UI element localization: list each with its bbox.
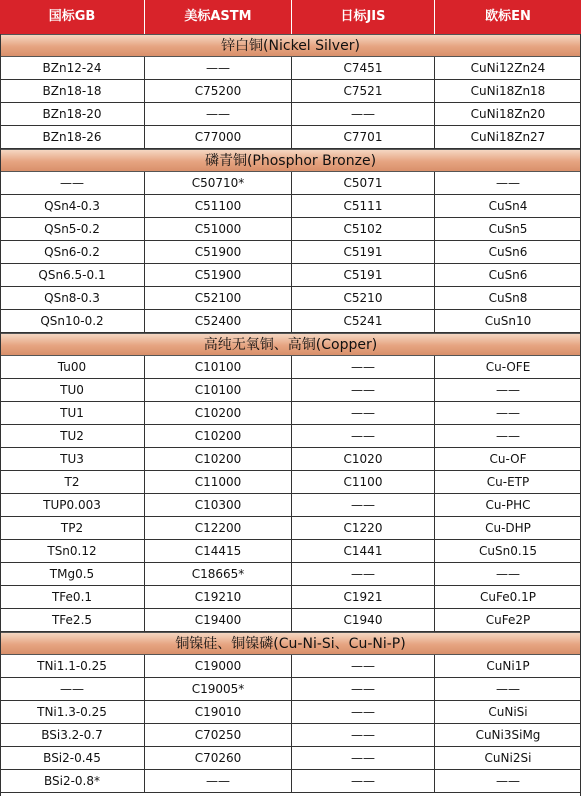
cell-jis: —— — [292, 379, 435, 401]
table-row — [0, 678, 581, 701]
cell-en: CuNi18Zn27 — [470, 130, 546, 144]
cell-astm: C51000 — [145, 218, 292, 240]
cell-jis: —— — [292, 747, 435, 769]
cell-jis: —— — [292, 494, 435, 516]
cell-gb: BSi2-0.45 — [0, 747, 145, 769]
table-row — [0, 494, 581, 517]
cell-gb: TU2 — [0, 425, 145, 447]
cell-gb: BSi2-0.8* — [0, 770, 145, 792]
table-row — [0, 540, 581, 563]
cell-jis: C5191 — [292, 241, 435, 263]
cell-gb: BZn12-24 — [0, 57, 145, 79]
section-title: 磷青铜(Phosphor Bronze) — [0, 149, 581, 172]
table-row — [0, 586, 581, 609]
table-row — [0, 195, 581, 218]
cell-en: CuNi3SiMg — [475, 728, 541, 742]
cell-gb: QSn5-0.2 — [0, 218, 145, 240]
cell-astm: C19000 — [145, 655, 292, 677]
cell-astm: C19210 — [145, 586, 292, 608]
table-row — [0, 655, 581, 678]
table-row — [0, 471, 581, 494]
cell-astm: C19005* — [145, 678, 292, 700]
cell-gb: QSn10-0.2 — [0, 310, 145, 332]
cell-gb: QSn4-0.3 — [0, 195, 145, 217]
cell-en: CuNi18Zn18 — [470, 84, 546, 98]
cell-jis: C1100 — [292, 471, 435, 493]
table-row — [0, 264, 581, 287]
cell-jis: C5210 — [292, 287, 435, 309]
cell-jis: C5191 — [292, 264, 435, 286]
cell-jis: —— — [292, 678, 435, 700]
cell-en: Cu-OFE — [485, 360, 531, 374]
section-title: 铜镍硅、铜镍磷(Cu-Ni-Si、Cu-Ni-P) — [0, 632, 581, 655]
table-header — [0, 0, 581, 34]
cell-gb: BZn18-20 — [0, 103, 145, 125]
cell-astm: —— — [145, 57, 292, 79]
cell-jis: —— — [292, 655, 435, 677]
table-row — [0, 241, 581, 264]
cell-astm: C10300 — [145, 494, 292, 516]
cell-gb: Tu00 — [0, 356, 145, 378]
cell-astm: C10100 — [145, 379, 292, 401]
cell-jis: —— — [292, 425, 435, 447]
cell-gb: TU3 — [0, 448, 145, 470]
cell-jis: —— — [292, 724, 435, 746]
table-row — [0, 448, 581, 471]
cell-astm: C70250 — [145, 724, 292, 746]
cell-astm: C19010 — [145, 701, 292, 723]
table-row — [0, 425, 581, 448]
cell-astm: C18665* — [145, 563, 292, 585]
cell-jis: C1020 — [292, 448, 435, 470]
cell-astm: C77000 — [145, 126, 292, 148]
cell-gb: BZn18-26 — [0, 126, 145, 148]
cell-gb: TU1 — [0, 402, 145, 424]
table-row — [0, 310, 581, 333]
cell-astm: —— — [145, 103, 292, 125]
cell-astm: C75200 — [145, 80, 292, 102]
table-row — [0, 57, 581, 80]
cell-gb: TFe0.1 — [0, 586, 145, 608]
cell-astm: C51900 — [145, 264, 292, 286]
table-row — [0, 747, 581, 770]
header-jis: 日标JIS — [292, 0, 435, 34]
cell-en: CuNi18Zn20 — [470, 107, 546, 121]
cell-en: Cu-OF — [489, 452, 527, 466]
cell-en: CuFe0.1P — [480, 590, 536, 604]
cell-gb: T2 — [0, 471, 145, 493]
cell-en: CuSn10 — [484, 314, 532, 328]
cell-astm: C51900 — [145, 241, 292, 263]
cell-en: CuSn8 — [488, 291, 528, 305]
cell-jis: C1441 — [292, 540, 435, 562]
table-row — [0, 356, 581, 379]
cell-gb: TP2 — [0, 517, 145, 539]
cell-en: CuNi12Zn24 — [470, 61, 546, 75]
cell-astm: C10200 — [145, 402, 292, 424]
cell-astm: C12200 — [145, 517, 292, 539]
cell-en: Cu-DHP — [485, 521, 531, 535]
table-row — [0, 724, 581, 747]
cell-gb: —— — [0, 678, 145, 700]
table-row — [0, 103, 581, 126]
cell-jis: C7451 — [292, 57, 435, 79]
cell-jis: C5241 — [292, 310, 435, 332]
cell-astm: C10200 — [145, 425, 292, 447]
cell-en: —— — [496, 176, 520, 190]
table-row — [0, 80, 581, 103]
cell-jis: C5071 — [292, 172, 435, 194]
cell-en: —— — [496, 682, 520, 696]
cell-astm: C51100 — [145, 195, 292, 217]
cell-en: CuSn5 — [488, 222, 528, 236]
cell-en: —— — [496, 383, 520, 397]
table-row — [0, 402, 581, 425]
cell-en: —— — [496, 429, 520, 443]
section-title: 锌白铜(Nickel Silver) — [0, 34, 581, 57]
cell-en: CuSn6 — [488, 245, 528, 259]
table-row — [0, 609, 581, 632]
cell-jis: C7701 — [292, 126, 435, 148]
cell-astm: C50710* — [145, 172, 292, 194]
cell-en: —— — [496, 567, 520, 581]
cell-en: CuNi1P — [486, 659, 530, 673]
cell-jis: C5111 — [292, 195, 435, 217]
cell-gb: QSn6.5-0.1 — [0, 264, 145, 286]
cell-astm: —— — [145, 770, 292, 792]
cell-gb: BZn18-18 — [0, 80, 145, 102]
table-row — [0, 379, 581, 402]
cell-astm: C10100 — [145, 356, 292, 378]
cell-en: —— — [496, 406, 520, 420]
cell-gb: TFe2.5 — [0, 609, 145, 631]
cell-astm: C10200 — [145, 448, 292, 470]
table-row — [0, 701, 581, 724]
cell-en: CuSn6 — [488, 268, 528, 282]
cell-astm: C52400 — [145, 310, 292, 332]
cell-en: Cu-ETP — [486, 475, 530, 489]
header-astm: 美标ASTM — [145, 0, 292, 34]
section-title: 高纯无氧铜、高铜(Copper) — [0, 333, 581, 356]
cell-jis: C1220 — [292, 517, 435, 539]
table-row — [0, 218, 581, 241]
cell-jis: —— — [292, 356, 435, 378]
cell-gb: TUP0.003 — [0, 494, 145, 516]
table-row — [0, 770, 581, 793]
cell-gb: QSn8-0.3 — [0, 287, 145, 309]
cell-gb: QSn6-0.2 — [0, 241, 145, 263]
header-en: 欧标EN — [485, 9, 531, 24]
cell-astm: C70260 — [145, 747, 292, 769]
cell-astm: C52100 — [145, 287, 292, 309]
table-row — [0, 126, 581, 149]
table-row — [0, 563, 581, 586]
cell-gb: BSi3.2-0.7 — [0, 724, 145, 746]
table-row — [0, 287, 581, 310]
cell-gb: TNi1.1-0.25 — [0, 655, 145, 677]
table-row — [0, 172, 581, 195]
cell-jis: —— — [292, 563, 435, 585]
cell-jis: C7521 — [292, 80, 435, 102]
cell-gb: TSn0.12 — [0, 540, 145, 562]
cell-jis: —— — [292, 103, 435, 125]
cell-gb: TU0 — [0, 379, 145, 401]
cell-gb: TNi1.3-0.25 — [0, 701, 145, 723]
cell-en: —— — [496, 774, 520, 788]
cell-jis: C5102 — [292, 218, 435, 240]
cell-en: CuNiSi — [488, 705, 528, 719]
cell-gb: TMg0.5 — [0, 563, 145, 585]
cell-en: CuNi2Si — [484, 751, 532, 765]
cell-astm: C14415 — [145, 540, 292, 562]
cell-en: Cu-PHC — [485, 498, 531, 512]
cell-gb: —— — [0, 172, 145, 194]
header-gb: 国标GB — [0, 0, 145, 34]
cell-en: CuSn4 — [488, 199, 528, 213]
cell-en: CuSn0.15 — [479, 544, 537, 558]
cell-jis: —— — [292, 701, 435, 723]
cell-jis: —— — [292, 770, 435, 792]
cell-en: CuFe2P — [485, 613, 531, 627]
cell-astm: C11000 — [145, 471, 292, 493]
table-row — [0, 517, 581, 540]
cell-jis: —— — [292, 402, 435, 424]
cell-astm: C19400 — [145, 609, 292, 631]
cell-jis: C1940 — [292, 609, 435, 631]
cell-jis: C1921 — [292, 586, 435, 608]
